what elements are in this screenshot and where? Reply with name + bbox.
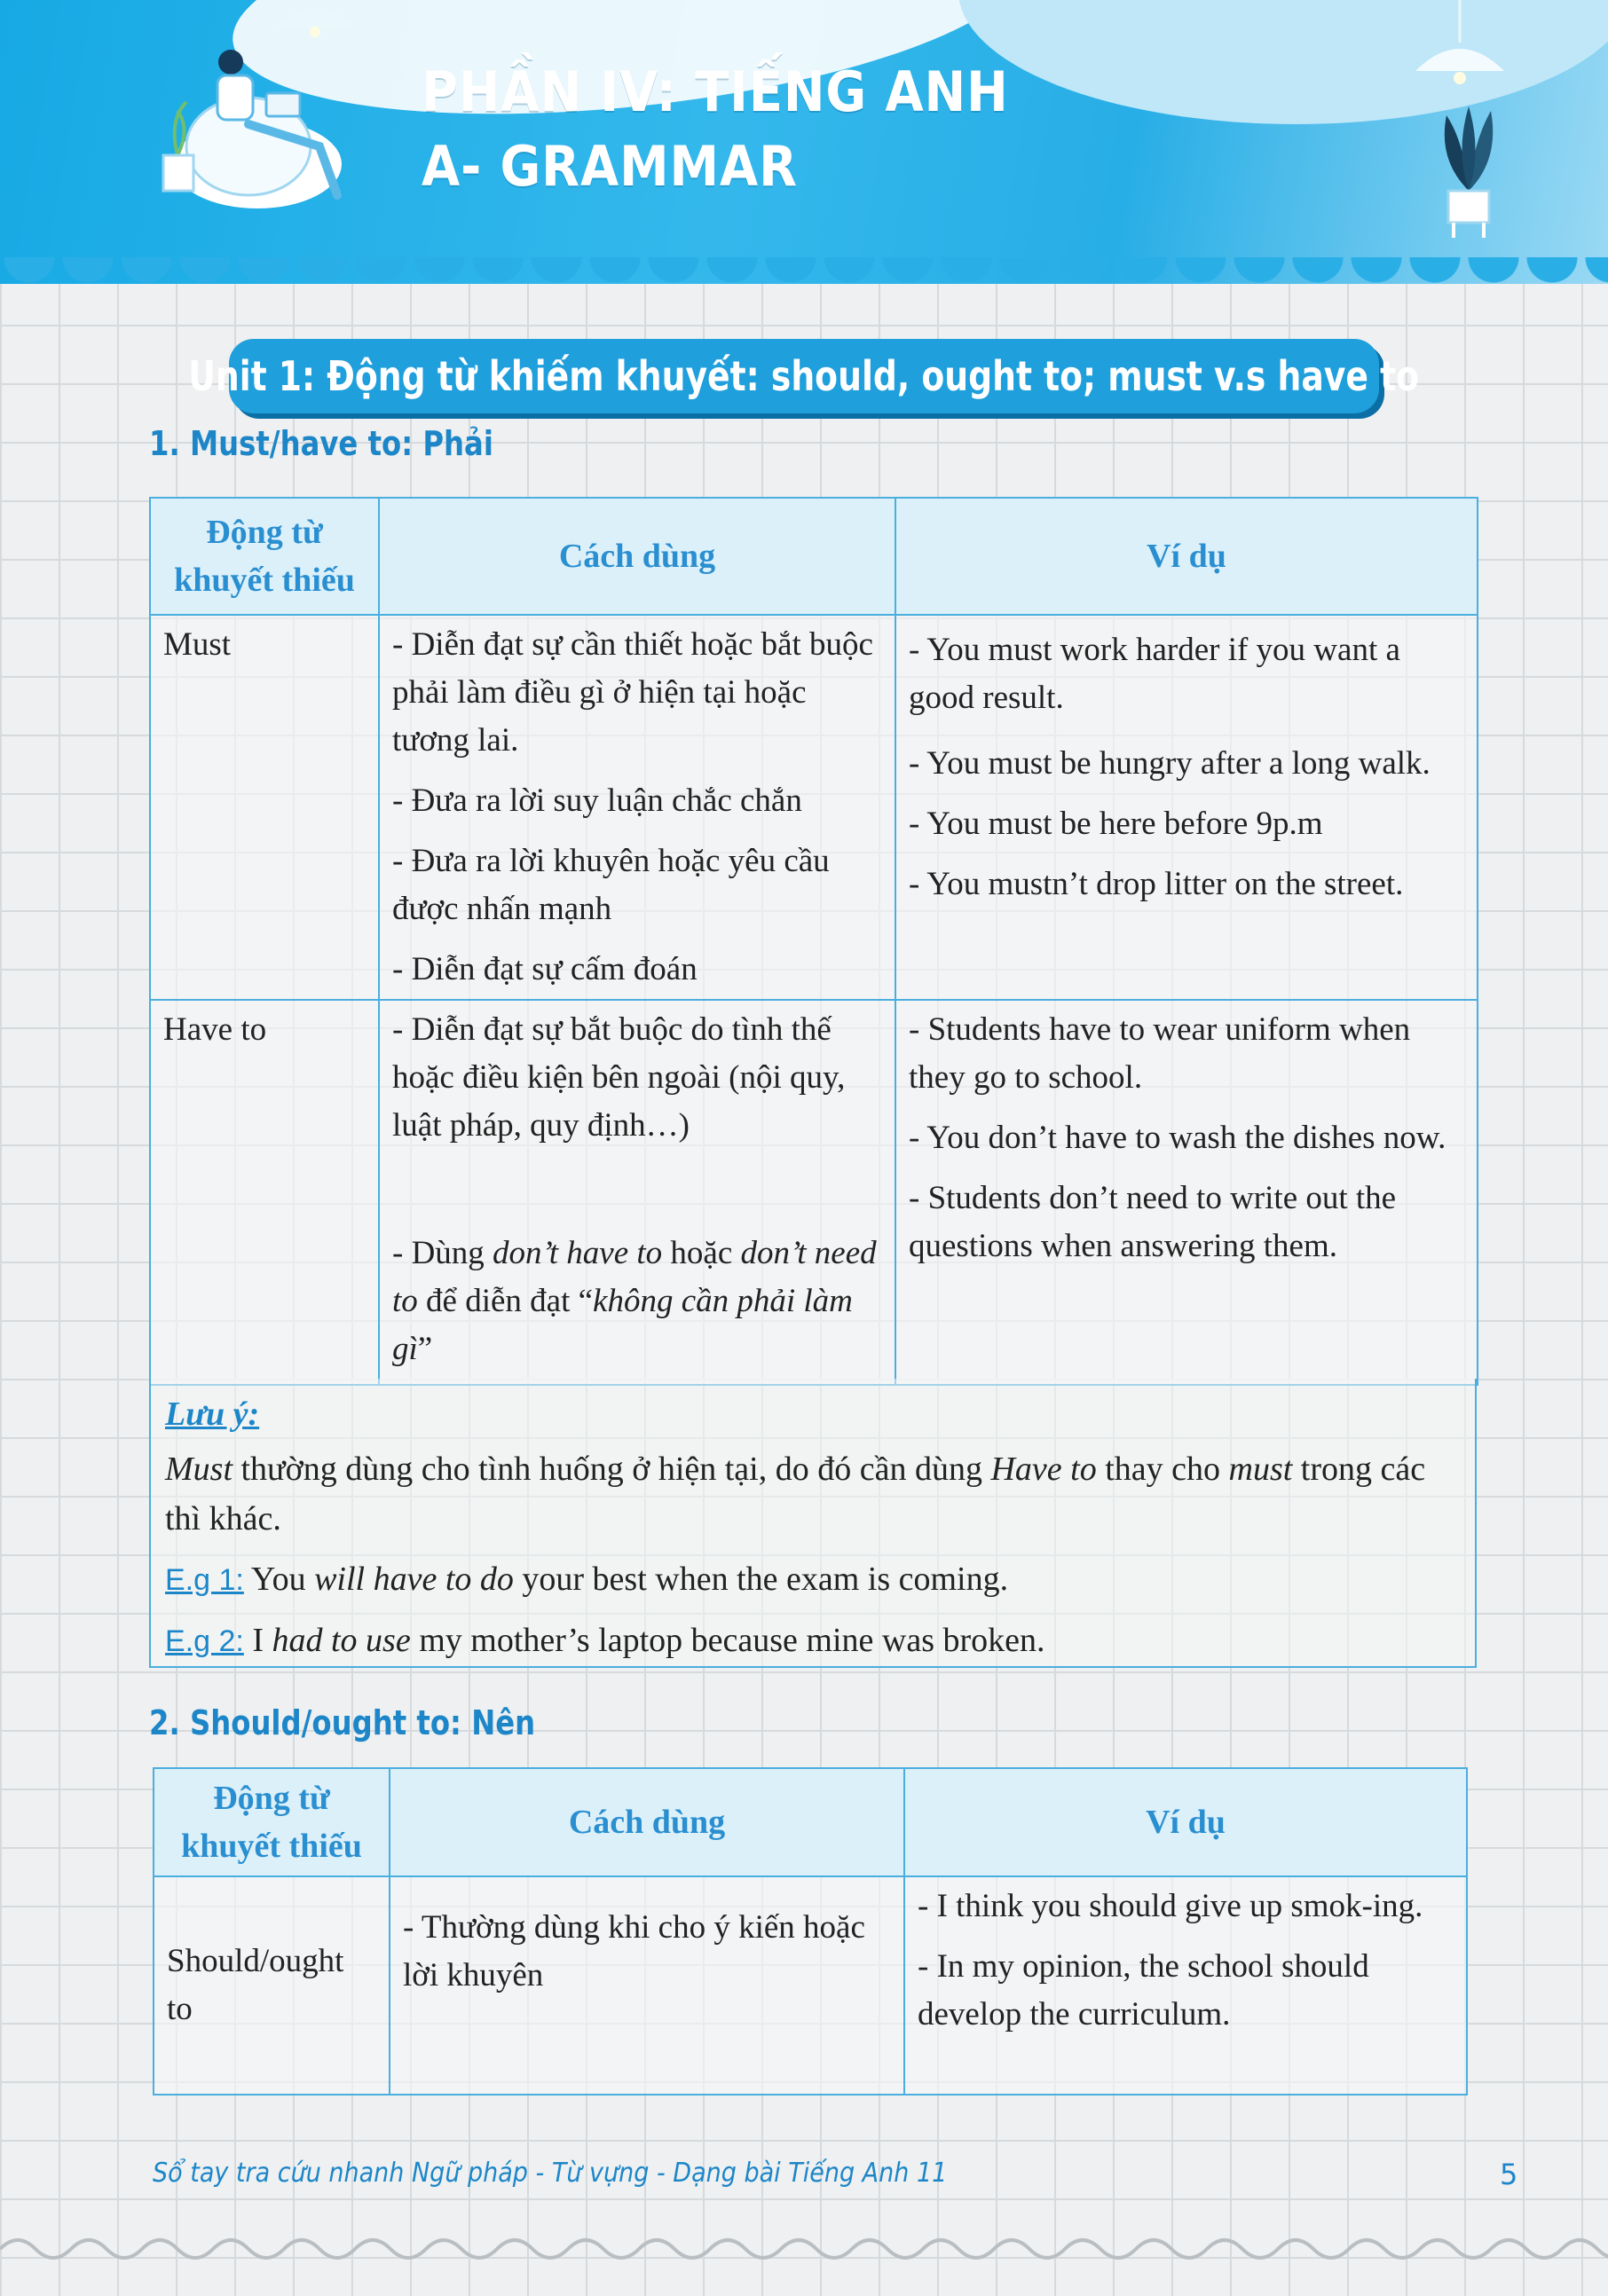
- hanging-lamp-icon: [1407, 0, 1513, 98]
- table-row-must: [150, 615, 1478, 1000]
- header-example: Ví dụ: [904, 1768, 1467, 1876]
- usage-cell: [379, 615, 895, 1000]
- header-title: [422, 55, 1009, 204]
- example-item: - In my opinion, the school should develop the curriculum.: [918, 1948, 1369, 2033]
- reading-person-illustration: [151, 40, 373, 208]
- unit-banner-text: Unit 1: Động từ khiếm khuyết: should, ought to; must v.s have to: [188, 352, 1420, 400]
- example-item: - You must work harder if you want a good result.: [909, 632, 1400, 716]
- header-verb: Động từ khuyết thiếu: [150, 498, 379, 615]
- verb-cell: Should/ought to: [154, 1876, 390, 2095]
- example-line-1: E.g 1: You will have to do your best when the exam is coming.: [165, 1561, 1009, 1598]
- note-title: Lưu ý:: [165, 1396, 260, 1433]
- footer-book-title: Sổ tay tra cứu nhanh Ngữ pháp - Từ vựng - Dạng bài Tiếng Anh 11: [153, 2158, 948, 2189]
- header-title-line2: A- GRAMMAR: [422, 134, 798, 199]
- potted-plant-icon: [1429, 106, 1509, 240]
- should-ought-to-table: [153, 1767, 1468, 2095]
- usage-item: - Diễn đạt sự bắt buộc do tình thế hoặc điều kiện bên ngoài (nội quy, luật pháp, quy định…): [392, 1011, 846, 1144]
- example-item: - You mustn’t drop litter on the street.: [909, 866, 1404, 902]
- example-item: - You must be hungry after a long walk.: [909, 745, 1431, 782]
- usage-item: - Dùng don’t have to hoặc don’t need to để diễn đạt “không cần phải làm gì”: [392, 1235, 877, 1367]
- note-line: Must thường dùng cho tình huống ở hiện tại, do đó cần dùng Have to thay cho must trong các thì khác.: [165, 1451, 1426, 1537]
- table-row-have-to: [150, 1000, 1478, 1385]
- usage-cell: [379, 1000, 895, 1385]
- header-example: Ví dụ: [895, 498, 1478, 615]
- verb-cell: Have to: [150, 1000, 379, 1385]
- example-cell: [895, 615, 1478, 1000]
- verb-cell: Must: [150, 615, 379, 1000]
- example-line-2: E.g 2: I had to use my mother’s laptop because mine was broken.: [165, 1622, 1045, 1659]
- table-header-row: [154, 1768, 1467, 1876]
- ceiling-lamp-icon: [266, 0, 364, 44]
- header-title-line1: PHẦN IV: TIẾNG ANH: [422, 59, 1009, 124]
- section2-title: 2. Should/ought to: Nên: [149, 1703, 536, 1742]
- section1-title: 1. Must/have to: Phải: [149, 424, 493, 463]
- usage-item: - Đưa ra lời suy luận chắc chắn: [392, 782, 802, 819]
- scallop-edge: [0, 257, 1608, 284]
- example-item: - You don’t have to wash the dishes now.: [909, 1120, 1446, 1156]
- bottom-wave-decoration: [0, 2222, 1608, 2296]
- note-box: [149, 1379, 1477, 1668]
- example-cell: [904, 1876, 1467, 2095]
- header-usage: Cách dùng: [379, 498, 895, 615]
- example-cell: [895, 1000, 1478, 1385]
- usage-item: - Diễn đạt sự cấm đoán: [392, 951, 698, 987]
- must-have-to-table: [149, 497, 1478, 1386]
- eg2-label: E.g 2:: [165, 1624, 244, 1658]
- example-item: - Students don’t need to write out the questions when answering them.: [909, 1180, 1397, 1264]
- unit-banner: [188, 339, 1420, 413]
- page-number: 5: [1500, 2158, 1518, 2191]
- table-row-should: [154, 1876, 1467, 2095]
- usage-cell: - Thường dùng khi cho ý kiến hoặc lời khuyên: [390, 1876, 904, 2095]
- header-usage: Cách dùng: [390, 1768, 904, 1876]
- example-item: - You must be here before 9p.m: [909, 806, 1323, 842]
- header-verb: Động từ khuyết thiếu: [154, 1768, 390, 1876]
- table-header-row: [150, 498, 1478, 615]
- example-item: - Students have to wear uniform when they go to school.: [909, 1011, 1411, 1096]
- eg1-label: E.g 1:: [165, 1563, 244, 1597]
- usage-item: - Diễn đạt sự cần thiết hoặc bắt buộc phải làm điều gì ở hiện tại hoặc tương lai.: [392, 626, 873, 759]
- example-item: - I think you should give up smok-ing.: [918, 1888, 1423, 1924]
- usage-item: - Đưa ra lời khuyên hoặc yêu cầu được nhấn mạnh: [392, 843, 830, 927]
